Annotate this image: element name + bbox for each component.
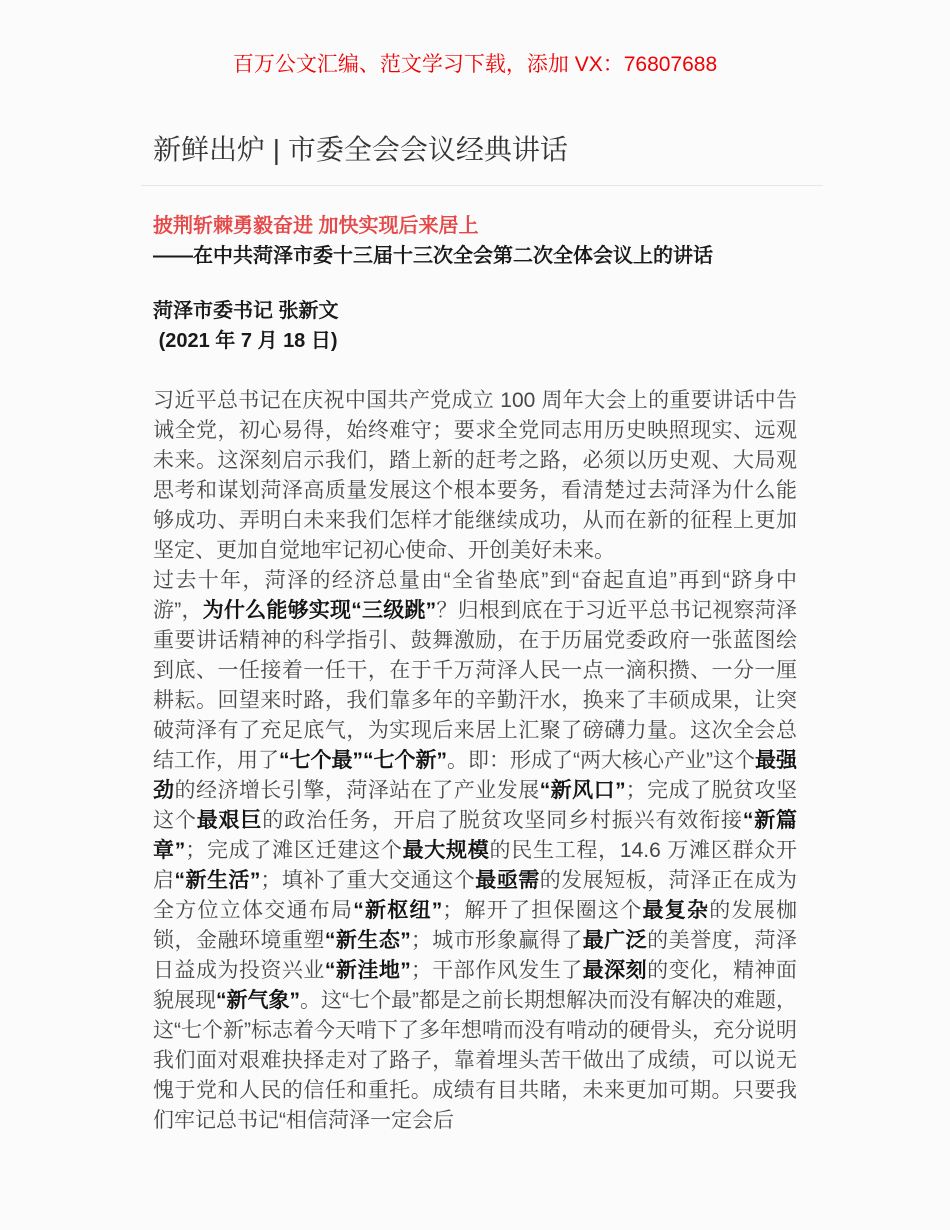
body-text: ；填补了重大交通这个: [260, 869, 476, 892]
body-text-bold: “新生态”: [324, 929, 411, 952]
body-paragraph: [153, 386, 797, 566]
body-text-bold: “新生活”: [174, 869, 261, 892]
body-text: 过去十年，菏泽的经济总量由“全省垫底”到“奋起直追”再到“跻身中游”，: [153, 569, 797, 622]
body-text-bold: 为什么能够实现“三级跳”: [202, 599, 437, 622]
article-container: [141, 133, 823, 1136]
body-text: 的美誉度，菏泽日益成为投资兴业: [153, 929, 798, 982]
body-text: 的经济增长引擎，菏泽站在了产业发展: [174, 779, 540, 802]
body-text: ；完成了脱贫攻坚这个: [153, 779, 798, 832]
body-text-bold: “新风口”: [539, 779, 626, 802]
body-text-bold: “新篇章”: [153, 809, 798, 862]
body-text: ；城市形象赢得了: [410, 929, 583, 952]
body-text-bold: 最大规模: [402, 839, 490, 862]
body-text: ；解开了担保圈这个: [442, 899, 643, 922]
body-text-bold: “新洼地”: [324, 959, 411, 982]
body-text: ；干部作风发生了: [410, 959, 583, 982]
subtitle-speech: ——在中共菏泽市委十三届十三次全会第二次全体会议上的讲话: [153, 245, 713, 267]
byline-block: [141, 296, 823, 356]
title-divider: [141, 185, 823, 186]
body-text-bold: “新枢纽”: [353, 899, 443, 922]
body-text: 。这“七个最”都是之前长期想解决而没有解决的难题，这“七个新”标志着今天啃下了多年想啃而没有啃动的硬骨头，充分说明我们面对艰难抉择走对了路子，靠着埋头苦干做出了成绩，可以说无愧于党和人民的信任和重托。成绩有目共睹，未来更加可期。只要我们牢记总书记“相信菏泽一定会后: [153, 989, 798, 1132]
body-text: 的变化，精神面貌展现: [153, 959, 798, 1012]
body-text-bold: 最复杂: [642, 899, 710, 922]
body-text-bold: 最艰巨: [196, 809, 263, 832]
page-title: 新鲜出炉 | 市委全会会议经典讲话: [153, 134, 568, 165]
article-body: [141, 386, 823, 1136]
body-text: 。即：形成了“两大核心产业”这个: [447, 749, 755, 772]
body-text-bold: 最广泛: [582, 929, 648, 952]
body-text: ？归根到底在于习近平总书记视察菏泽重要讲话精神的科学指引、鼓舞激励，在于历届党委政府一张蓝图绘到底、一任接着一任干，在于千万菏泽人民一点一滴积攒、一分一厘耕耘。回望来时路，我们靠多年的辛勤汗水，换来了丰硕成果，让突破菏泽有了充足底气，为实现后来居上汇聚了磅礴力量。这次全会总结工作，用了: [153, 599, 797, 772]
body-text: ；完成了滩区迁建这个: [185, 839, 403, 862]
author-line: 菏泽市委书记 张新文: [153, 300, 339, 322]
body-text: 习近平总书记在庆祝中国共产党成立 100 周年大会上的重要讲话中告诫全党，初心易得，始终难守；要求全党同志用历史映照现实、远观未来。这深刻启示我们，踏上新的赶考之路，必须以历史观、大局观思考和谋划菏泽高质量发展这个根本要务，看清楚过去菏泽为什么能够成功、弄明白未来我们怎样才能继续成功，从而在新的征程上更加坚定、更加自觉地牢记初心使命、开创美好未来。: [153, 389, 797, 562]
body-text-bold: 最深刻: [582, 959, 648, 982]
article-subhead: [141, 211, 823, 271]
body-text: 的民生工程，14.6 万滩区群众开启: [153, 839, 797, 892]
body-text: 的发展枷锁，金融环境重塑: [153, 899, 797, 952]
body-text: 的发展短板，菏泽正在成为全方位立体交通布局: [153, 869, 798, 922]
promo-banner: 百万公文汇编、范文学习下载，添加 VX：76807688: [232, 53, 718, 76]
subtitle-red: 披荆斩棘勇毅奋进 加快实现后来居上: [153, 215, 479, 237]
body-text-bold: 最强劲: [153, 749, 797, 802]
body-text-bold: “新气象”: [216, 989, 301, 1012]
date-line: (2021 年 7 月 18 日): [153, 330, 338, 352]
body-text: 的政治任务，开启了脱贫攻坚同乡村振兴有效衔接: [262, 809, 743, 832]
body-paragraph: [153, 566, 797, 1136]
body-text-bold: 最亟需: [475, 869, 540, 892]
body-text-bold: “七个最”“七个新”: [279, 749, 447, 772]
